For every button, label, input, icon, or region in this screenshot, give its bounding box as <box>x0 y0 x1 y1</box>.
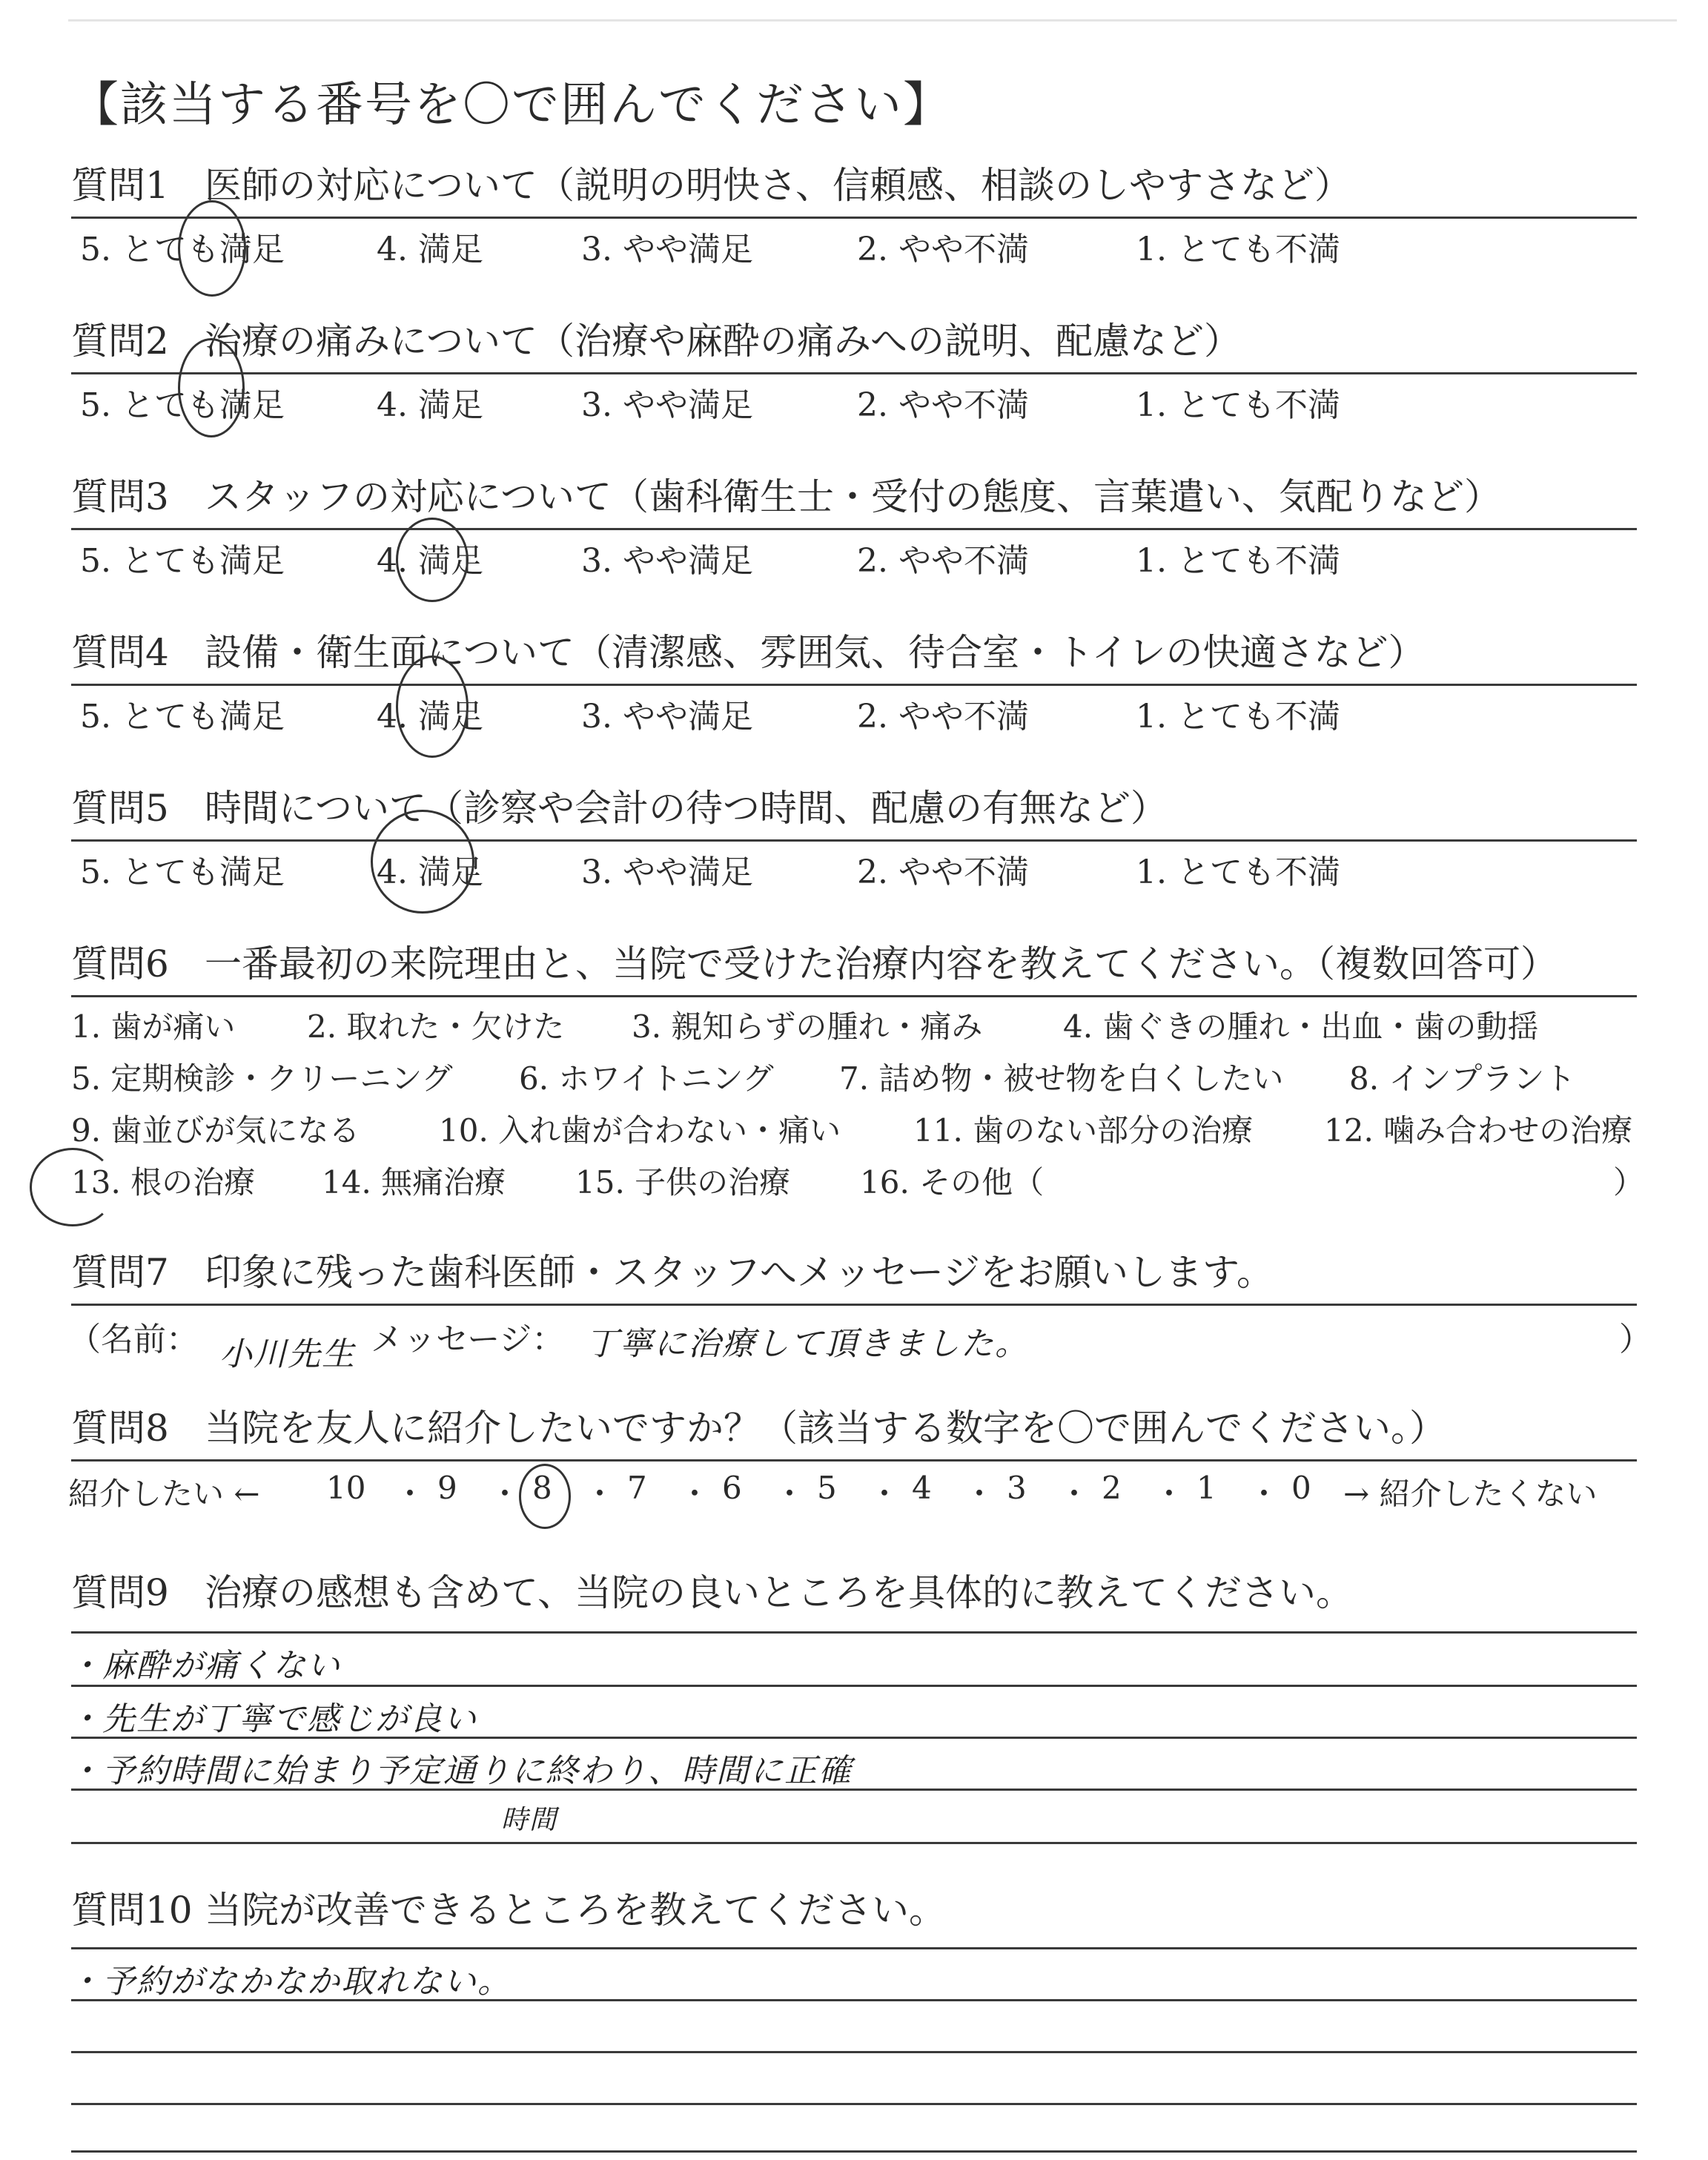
q6-row-2 <box>71 1054 1643 1099</box>
reason-option[interactable]: 10. 入れ歯が合わない・痛い <box>439 1112 841 1149</box>
option-1[interactable]: 1. とても不満 <box>1136 386 1340 424</box>
reason-option[interactable]: 4. 歯ぐきの腫れ・出血・歯の動揺 <box>1063 1008 1539 1045</box>
scale-9[interactable]: 9 <box>437 1470 457 1506</box>
scale-10[interactable]: 10 <box>326 1470 366 1506</box>
question-6 <box>71 924 1637 998</box>
option-4[interactable]: 4. 満足 <box>377 698 483 736</box>
recommend-scale: 紹介したい ← 10 ・ 9 ・ 8 ・ 7 ・ 6 ・ 5 ・ 4 ・ 3 ・ 2 ・ 1 ・ 0 → 紹介したくない <box>68 1470 1640 1514</box>
answer-handwritten[interactable]: ・予約時間に始まり予定通りに終わり、時間に正確 <box>68 1752 853 1790</box>
question-text: 治療の痛みについて（治療や麻酔の痛みへの説明、配慮など） <box>205 320 1241 363</box>
writing-line <box>71 2103 1637 2105</box>
question-text: 設備・衛生面について（清潔感、雰囲気、待合室・トイレの快適さなど） <box>205 631 1426 674</box>
scale-0[interactable]: 0 <box>1291 1470 1311 1506</box>
reason-option[interactable]: 13. 根の治療 <box>71 1164 256 1200</box>
option-5[interactable]: 5. とても満足 <box>80 698 285 736</box>
writing-line <box>71 2051 1637 2053</box>
selection-circle <box>396 518 469 602</box>
reason-option[interactable]: 6. ホワイトニング <box>519 1060 774 1097</box>
option-5[interactable]: 5. とても満足 <box>80 853 285 891</box>
answer-handwritten[interactable]: ・先生が丁寧で感じが良い <box>68 1700 477 1738</box>
answer-rule <box>71 839 1637 842</box>
option-5[interactable]: 5. とても満足 <box>80 386 285 424</box>
reason-option[interactable]: 5. 定期検診・クリーニング <box>71 1060 453 1097</box>
reason-option[interactable]: 12. 噛み合わせの治療 <box>1324 1112 1633 1149</box>
options-row <box>80 534 1637 581</box>
reason-option[interactable]: 11. 歯のない部分の治療 <box>913 1112 1254 1149</box>
other-close-paren: ） <box>1613 1164 1645 1200</box>
option-1[interactable]: 1. とても不満 <box>1136 853 1340 891</box>
question-text: 当院が改善できるところを教えてください。 <box>205 1889 946 1932</box>
question-text: 一番最初の来院理由と、当院で受けた治療内容を教えてください。（複数回答可） <box>205 942 1558 985</box>
q6-row-3 <box>71 1106 1643 1151</box>
option-3[interactable]: 3. やや満足 <box>581 386 753 424</box>
reason-option[interactable]: 16. その他（ <box>860 1164 1045 1200</box>
scale-3[interactable]: 3 <box>1007 1470 1027 1506</box>
selection-circle <box>519 1464 571 1529</box>
scale-2[interactable]: 2 <box>1102 1470 1122 1506</box>
answer-rule <box>71 995 1637 997</box>
options-row <box>80 378 1637 426</box>
option-2[interactable]: 2. やや不満 <box>857 231 1029 268</box>
question-number: 質問2 <box>71 320 169 363</box>
question-number: 質問4 <box>71 631 169 674</box>
option-3[interactable]: 3. やや満足 <box>581 231 753 268</box>
form-title: 【該当する番号を〇で囲んでください】 <box>71 78 952 133</box>
top-divider <box>68 19 1677 22</box>
question-text: 治療の感想も含めて、当院の良いところを具体的に教えてください。 <box>205 1571 1353 1614</box>
q6-row-1 <box>71 1003 1643 1047</box>
insertion-handwritten: 時間 <box>501 1805 558 1835</box>
question-text: 医師の対応について（説明の明快さ、信頼感、相談のしやすさなど） <box>205 164 1351 207</box>
option-2[interactable]: 2. やや不満 <box>857 853 1029 891</box>
options-row <box>80 690 1637 737</box>
selection-circle <box>396 655 469 758</box>
question-10 <box>71 1870 1637 1944</box>
scale-8[interactable]: 8 <box>532 1470 552 1506</box>
answer-rule <box>71 1304 1637 1306</box>
scale-7[interactable]: 7 <box>627 1470 647 1506</box>
question-8 <box>71 1388 1637 1462</box>
reason-option[interactable]: 9. 歯並びが気になる <box>71 1112 360 1149</box>
name-handwritten[interactable]: 小川先生 <box>219 1335 356 1373</box>
question-number: 質問10 <box>71 1889 193 1932</box>
message-close-paren: ） <box>1619 1321 1652 1358</box>
question-text: 当院を友人に紹介したいですか？（該当する数字を〇で囲んでください。） <box>205 1407 1446 1450</box>
answer-handwritten[interactable]: ・予約がなかなか取れない。 <box>68 1963 512 2001</box>
option-1[interactable]: 1. とても不満 <box>1136 231 1340 268</box>
option-4[interactable]: 4. 満足 <box>377 231 483 268</box>
selection-circle <box>371 810 474 914</box>
options-row <box>80 222 1637 270</box>
option-4[interactable]: 4. 満足 <box>377 542 483 580</box>
option-5[interactable]: 5. とても満足 <box>80 231 285 268</box>
answer-rule <box>71 217 1637 219</box>
options-row <box>80 845 1637 893</box>
reason-option[interactable]: 15. 子供の治療 <box>575 1164 791 1200</box>
selection-circle <box>178 338 245 437</box>
q6-row-4 <box>71 1158 1643 1203</box>
scale-6[interactable]: 6 <box>722 1470 742 1506</box>
scale-left-label: 紹介したい ← <box>68 1476 260 1512</box>
question-number: 質問7 <box>71 1251 169 1294</box>
question-number: 質問8 <box>71 1407 169 1450</box>
option-1[interactable]: 1. とても不満 <box>1136 542 1340 580</box>
answer-rule <box>71 684 1637 686</box>
option-3[interactable]: 3. やや満足 <box>581 542 753 580</box>
question-5 <box>71 768 1637 924</box>
question-number: 質問1 <box>71 164 169 207</box>
answer-rule <box>71 372 1637 374</box>
scale-4[interactable]: 4 <box>912 1470 932 1506</box>
option-2[interactable]: 2. やや不満 <box>857 386 1029 424</box>
question-3 <box>71 457 1637 612</box>
writing-line <box>71 1947 1637 1949</box>
question-number: 質問6 <box>71 942 169 985</box>
message-handwritten[interactable]: 丁寧に治療して頂きました。 <box>586 1325 1029 1363</box>
scale-5[interactable]: 5 <box>817 1470 837 1506</box>
writing-line <box>71 1842 1637 1844</box>
question-7 <box>71 1232 1637 1307</box>
option-4[interactable]: 4. 満足 <box>377 386 483 424</box>
question-number: 質問5 <box>71 787 169 830</box>
reason-option[interactable]: 3. 親知らずの腫れ・痛み <box>632 1008 983 1045</box>
option-5[interactable]: 5. とても満足 <box>80 542 285 580</box>
question-9 <box>71 1553 1637 1627</box>
option-2[interactable]: 2. やや不満 <box>857 542 1029 580</box>
reason-option[interactable]: 1. 歯が痛い <box>71 1008 236 1045</box>
option-2[interactable]: 2. やや不満 <box>857 698 1029 736</box>
reason-option[interactable]: 14. 無痛治療 <box>322 1164 506 1200</box>
writing-line <box>71 1631 1637 1634</box>
answer-rule <box>71 1459 1637 1462</box>
question-text: 時間について（診察や会計の待つ時間、配慮の有無など） <box>205 787 1168 830</box>
answer-rule <box>71 528 1637 530</box>
option-3[interactable]: 3. やや満足 <box>581 698 753 736</box>
reason-option[interactable]: 7. 詰め物・被せ物を白くしたい <box>839 1060 1284 1097</box>
scale-1[interactable]: 1 <box>1196 1470 1217 1506</box>
question-2 <box>71 301 1637 457</box>
option-1[interactable]: 1. とても不満 <box>1136 698 1340 736</box>
message-label: メッセージ： <box>371 1321 565 1358</box>
reason-option[interactable]: 8. インプラント <box>1349 1060 1576 1097</box>
question-4 <box>71 612 1637 768</box>
question-number: 質問3 <box>71 475 169 518</box>
scale-right-label: → 紹介したくない <box>1343 1476 1598 1512</box>
reason-option[interactable]: 2. 取れた・欠けた <box>307 1008 565 1045</box>
question-1 <box>71 145 1637 301</box>
option-4[interactable]: 4. 満足 <box>377 853 483 891</box>
name-label: （名前： <box>68 1321 199 1358</box>
option-3[interactable]: 3. やや満足 <box>581 853 753 891</box>
question-text: 印象に残った歯科医師・スタッフへメッセージをお願いします。 <box>205 1251 1274 1294</box>
question-text: スタッフの対応について（歯科衛生士・受付の態度、言葉遣い、気配りなど） <box>205 475 1501 518</box>
answer-handwritten[interactable]: ・麻酔が痛くない <box>68 1647 341 1685</box>
question-number: 質問9 <box>71 1571 169 1614</box>
selection-circle <box>178 200 246 297</box>
writing-line <box>71 2150 1637 2153</box>
selection-circle <box>30 1148 116 1226</box>
